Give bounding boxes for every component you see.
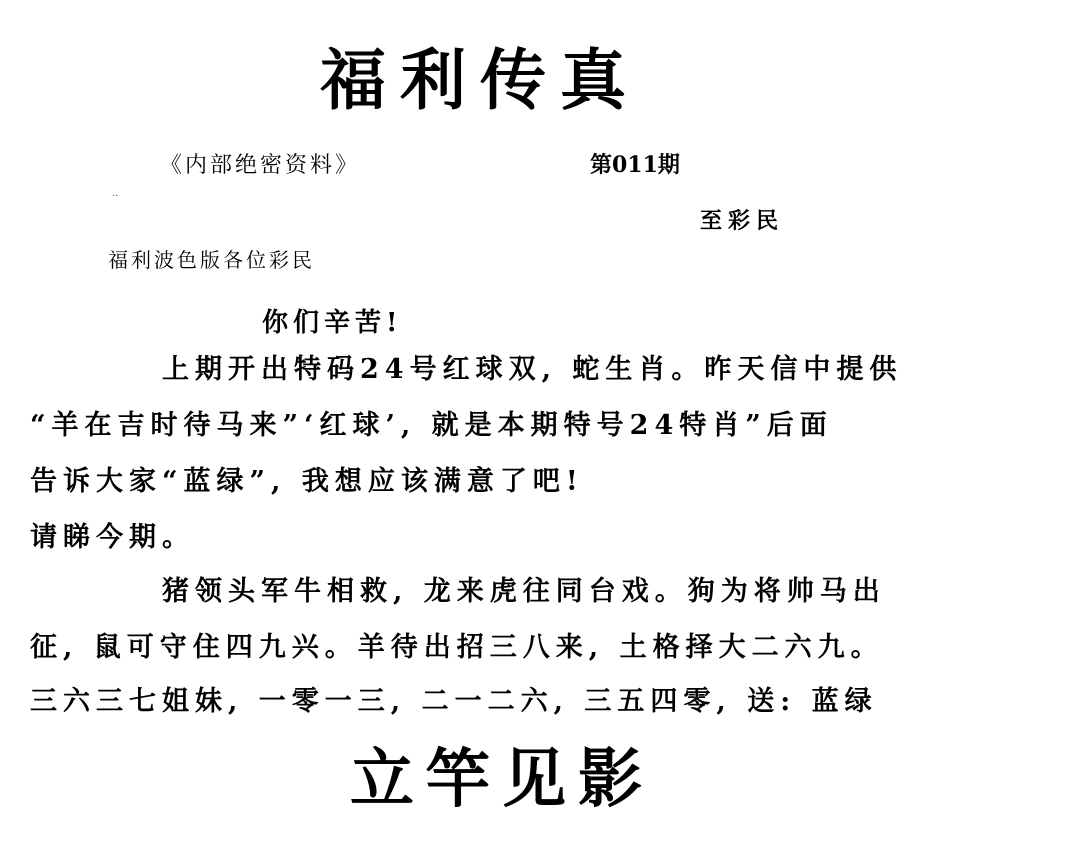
body-line-2: “羊在吉时待马来”‘红球’, 就是本期特号24特肖”后面 — [30, 410, 833, 441]
greeting-line: 福利波色版各位彩民 — [108, 248, 315, 272]
document-title: 福利传真 — [320, 41, 640, 119]
body-line-4: 请睇今期。 — [30, 522, 195, 553]
closing-slogan: 立竿见影 — [350, 742, 654, 817]
body-line-1: 上期开出特码24号红球双, 蛇生肖。昨天信中提供 — [162, 354, 903, 385]
document-subtitle: 《内部绝密资料》 — [160, 153, 361, 178]
body-line-6: 征, 鼠可守住四九兴。羊待出招三八来, 土格择大二六九。 — [30, 632, 884, 663]
body-line-5: 猪领头军牛相救, 龙来虎往同台戏。狗为将帅马出 — [162, 576, 886, 607]
body-line-7: 三六三七姐妹, 一零一三, 二一二六, 三五四零, 送: 蓝绿 — [30, 686, 878, 717]
thanks-line: 你们辛苦! — [262, 308, 403, 338]
body-line-3: 告诉大家“蓝绿”, 我想应该满意了吧! — [30, 466, 584, 497]
stray-dots: .. — [112, 188, 119, 199]
issue-number: 第011期 — [590, 152, 680, 178]
recipient-line: 至彩民 — [700, 208, 785, 234]
